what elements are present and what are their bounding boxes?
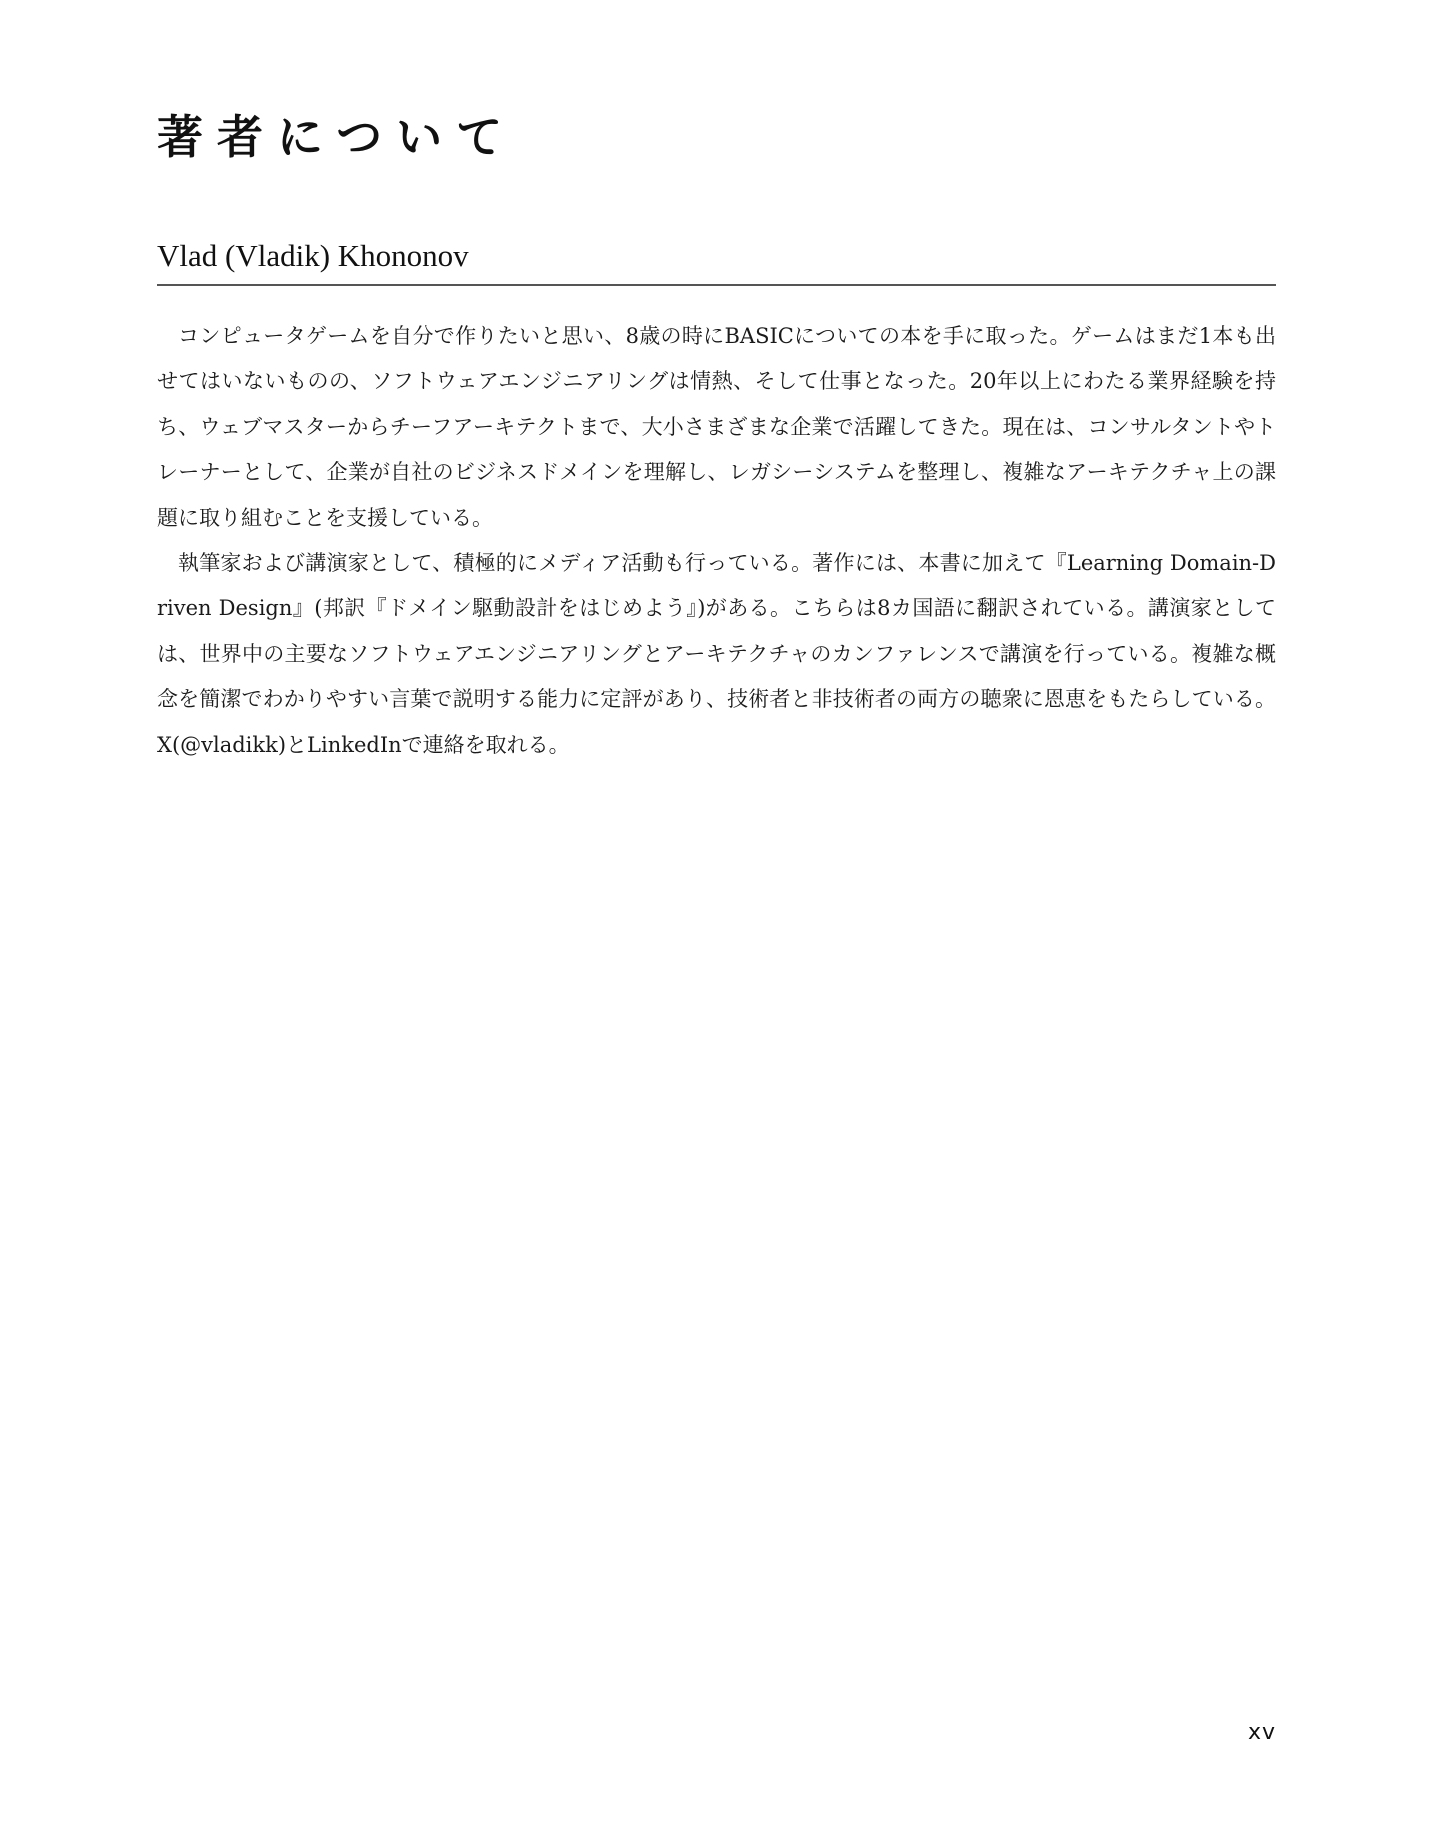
bio-paragraph-2: 執筆家および講演家として、積極的にメディア活動も行っている。著作には、本書に加えて『Learning Domain-Driven Design』(邦訳『ドメイン駆動設計をはじめよう』)がある。こちらは8カ国語に翻訳されている。講演家としては、世界中の主要なソフトウェアエンジニアリングとアーキテクチャのカンファレンスで講演を行っている。複雑な概念を簡潔でわかりやすい言葉で説明する能力に定評があり、技術者と非技術者の両方の聴衆に恩恵をもたらしている。X(@vladikk)とLinkedInで連絡を取れる。 xyxy=(157,551,1276,757)
chapter-title: 著者について xyxy=(157,110,517,164)
author-name-heading: Vlad (Vladik) Khononov xyxy=(157,238,469,273)
bio-paragraph-1: コンピュータゲームを自分で作りたいと思い、8歳の時にBASICについての本を手に取った。ゲームはまだ1本も出せてはいないものの、ソフトウェアエンジニアリングは情熱、そして仕事となった。20年以上にわたる業界経験を持ち、ウェブマスターからチーフアーキテクトまで、大小さまざまな企業で活躍してきた。現在は、コンサルタントやトレーナーとして、企業が自社のビジネスドメインを理解し、レガシーシステムを整理し、複雑なアーキテクチャ上の課題に取り組むことを支援している。 xyxy=(157,324,1276,530)
author-bio xyxy=(157,314,1276,768)
page-number: xv xyxy=(1247,1720,1276,1745)
heading-divider xyxy=(157,284,1276,286)
